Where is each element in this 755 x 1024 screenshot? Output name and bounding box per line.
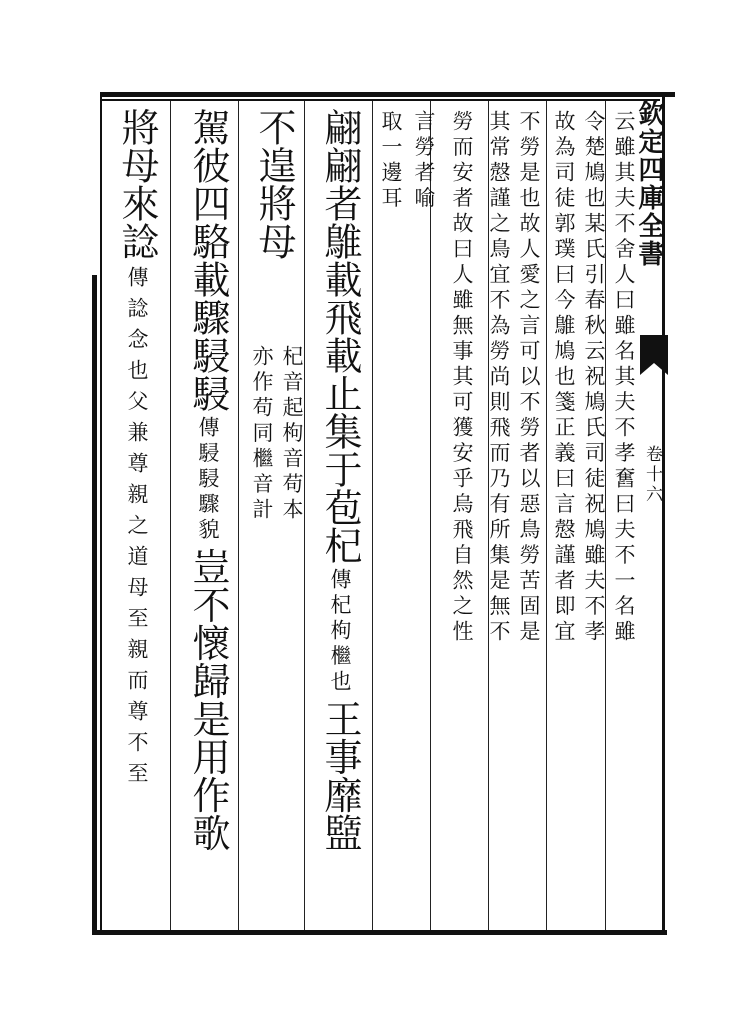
column-divider [238,101,239,930]
column-divider [430,101,431,930]
commentary-column [515,110,543,646]
annotation-text: 傳杞枸檵也 [328,568,352,696]
commentary-column [485,110,513,646]
column-divider [372,101,373,930]
annotation-text: 傳諗念也父兼尊親之道母至親而尊不至 [125,266,149,793]
commentary-text: 故為司徒郭璞曰今鵻鳩也箋正義曰言慤謹者即宜 [552,110,576,646]
commentary-column [410,110,438,212]
commentary-column [580,110,608,646]
commentary-column [377,110,405,212]
commentary-text: 言勞者喻 [412,110,436,212]
frame-left-border [92,275,97,935]
frame-top-border [100,92,675,97]
annotation-text: 傳駸駸驟貌 [196,416,220,544]
main-text-column [252,108,296,260]
fishtail-mark-icon [640,335,668,375]
verse-text: 王事靡盬 [318,699,362,852]
commentary-column [550,110,578,646]
frame-top-inner-border [100,99,660,101]
column-divider [546,101,547,930]
commentary-column [448,110,476,646]
commentary-text: 勞而安者故曰人雖無事其可獲安乎烏飛自然之性 [450,110,474,646]
main-text-column [186,108,230,852]
verse-text: 翩翩者鵻載飛載止集于苞杞 [318,108,362,564]
frame-left-inner-border [100,97,102,930]
commentary-text: 令楚鳩也某氏引春秋云祝鳩氏司徒祝鳩雖夫不孝 [582,110,606,646]
column-divider [170,101,171,930]
annotation-text: 杞音起枸音苟本 [280,345,304,524]
main-text-column [318,108,362,852]
main-text-column [115,108,159,799]
commentary-text: 其常慤謹之鳥宜不為勞尚則飛而乃有所集是無不 [487,110,511,646]
verse-text: 將母來諗 [115,108,159,260]
commentary-text: 云雖其夫不舍人曰雖名其夫不孝𡚒曰夫不一名雖 [612,110,636,646]
commentary-column [610,110,638,646]
verse-text: 不遑將母 [252,108,296,260]
frame-bottom-border [92,930,667,935]
commentary-text: 不勞是也故人愛之言可以不勞者以惡鳥勞苦固是 [517,110,541,646]
annotation-text: 亦作苟同檵音計 [250,345,274,524]
volume-number: 卷十六 [642,445,662,505]
annotation-column [278,345,306,524]
annotation-column [248,345,276,524]
verse-text: 駕彼四駱載驟駸駸 [186,108,230,412]
commentary-text: 取一邊耳 [379,110,403,212]
verse-text: 豈不懷歸是用作歌 [186,547,230,852]
book-title: 欽定四庫全書 [634,100,664,268]
